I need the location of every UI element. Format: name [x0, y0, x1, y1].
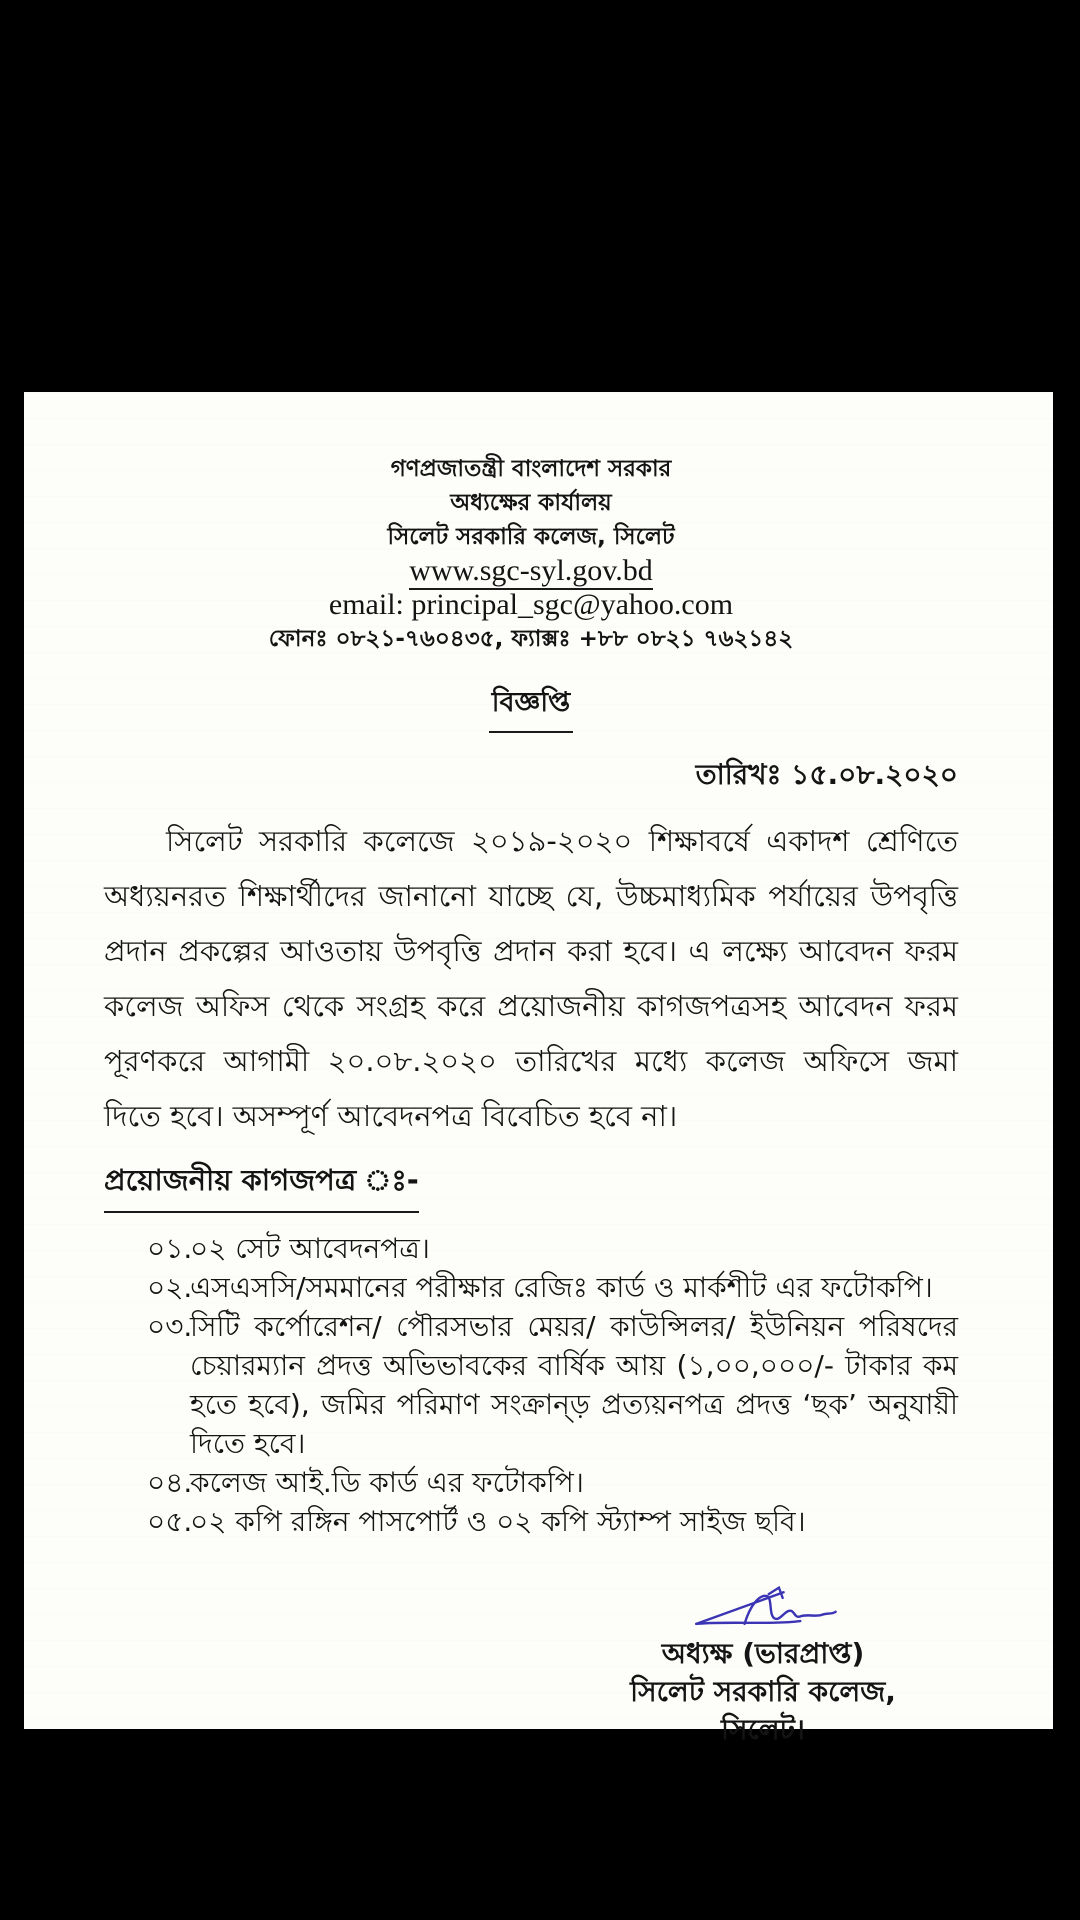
list-item [104, 1268, 958, 1307]
scanned-notice-page [24, 392, 1053, 1746]
list-item [104, 1502, 958, 1541]
signatory-title: অধ্যক্ষ (ভারপ্রাপ্ত) [661, 1637, 865, 1670]
requirements-heading: প্রয়োজনীয় কাগজপত্র ঃ- [104, 1158, 419, 1213]
list-item [104, 1463, 958, 1502]
date-line: তারিখঃ ১৫.০৮.২০২০ [695, 758, 958, 791]
notice-body-paragraph: সিলেট সরকারি কলেজে ২০১৯-২০২০ শিক্ষাবর্ষে একাদশ শ্রেণিতে অধ্যয়নরত শিক্ষার্থীদের জানানো যাচ্ছে যে, উচ্চমাধ্যমিক পর্যায়ের উপবৃত্তি প্রদান প্রকল্পের আওতায় উপবৃত্তি প্রদান করা হবে। এ লক্ষ্যে আবেদন ফরম কলেজ অফিস থেকে সংগ্রহ করে প্রয়োজনীয় কাগজপত্রসহ আবেদন ফরম পূরণকরে আগামী ২০.০৮.২০২০ তারিখের মধ্যে কলেজ অফিসে জমা দিতে হবে। অসম্পূর্ণ আবেদনপত্র বিবেচিত হবে না। [104, 824, 958, 1133]
list-item [104, 1307, 958, 1463]
handwritten-signature-icon [593, 1583, 933, 1635]
list-item-text: ০২ সেট আবেদনপত্র। [190, 1232, 430, 1265]
list-item-number: ০৫. [147, 1505, 193, 1538]
notice-title-row [104, 682, 958, 733]
college-line: সিলেট সরকারি কলেজ, সিলেট [387, 524, 675, 550]
government-line: গণপ্রজাতন্ত্রী বাংলাদেশ সরকার [390, 456, 672, 482]
list-item-text: এসএসসি/সমমানের পরীক্ষার রেজিঃ কার্ড ও মার্কশীট এর ফটোকপি। [190, 1271, 933, 1304]
list-item-text: সিটি কর্পোরেশন/ পৌরসভার মেয়র/ কাউন্সিলর/ ইউনিয়ন পরিষদের চেয়ারম্যান প্রদত্ত অভিভাবকের বার্ষিক আয় (১,০০,০০০/- টাকার কম হতে হবে), জমির পরিমাণ সংক্রান্ড় প্রত্যয়নপত্র প্রদত্ত ‘ছক’ অনুযায়ী দিতে হবে। [190, 1310, 958, 1460]
office-line: অধ্যক্ষের কার্যালয় [450, 490, 612, 516]
requirements-heading-row [104, 1158, 958, 1213]
list-item-number: ০৩. [147, 1310, 193, 1343]
signatory-org: সিলেট সরকারি কলেজ, সিলেট। [630, 1675, 896, 1746]
letterhead [104, 452, 958, 656]
notice-title: বিজ্ঞপ্তি [489, 682, 574, 733]
list-item [104, 1229, 958, 1268]
email-line: email: principal_sgc@yahoo.com [328, 588, 734, 621]
list-item-number: ০২. [147, 1271, 193, 1304]
signature-block [593, 1583, 933, 1749]
website-url: www.sgc-syl.gov.bd [104, 554, 958, 588]
list-item-number: ০৪. [147, 1466, 193, 1499]
requirements-list [104, 1229, 958, 1541]
phone-fax-line: ফোনঃ ০৮২১-৭৬০৪৩৫, ফ্যাক্সঃ +৮৮ ০৮২১ ৭৬২১৪২ [268, 626, 794, 652]
list-item-text: ০২ কপি রঙ্গিন পাসপোর্ট ও ০২ কপি স্ট্যাম্প সাইজ ছবি। [190, 1505, 806, 1538]
list-item-text: কলেজ আই.ডি কার্ড এর ফটোকপি। [190, 1466, 584, 1499]
list-item-number: ০১. [147, 1232, 193, 1265]
